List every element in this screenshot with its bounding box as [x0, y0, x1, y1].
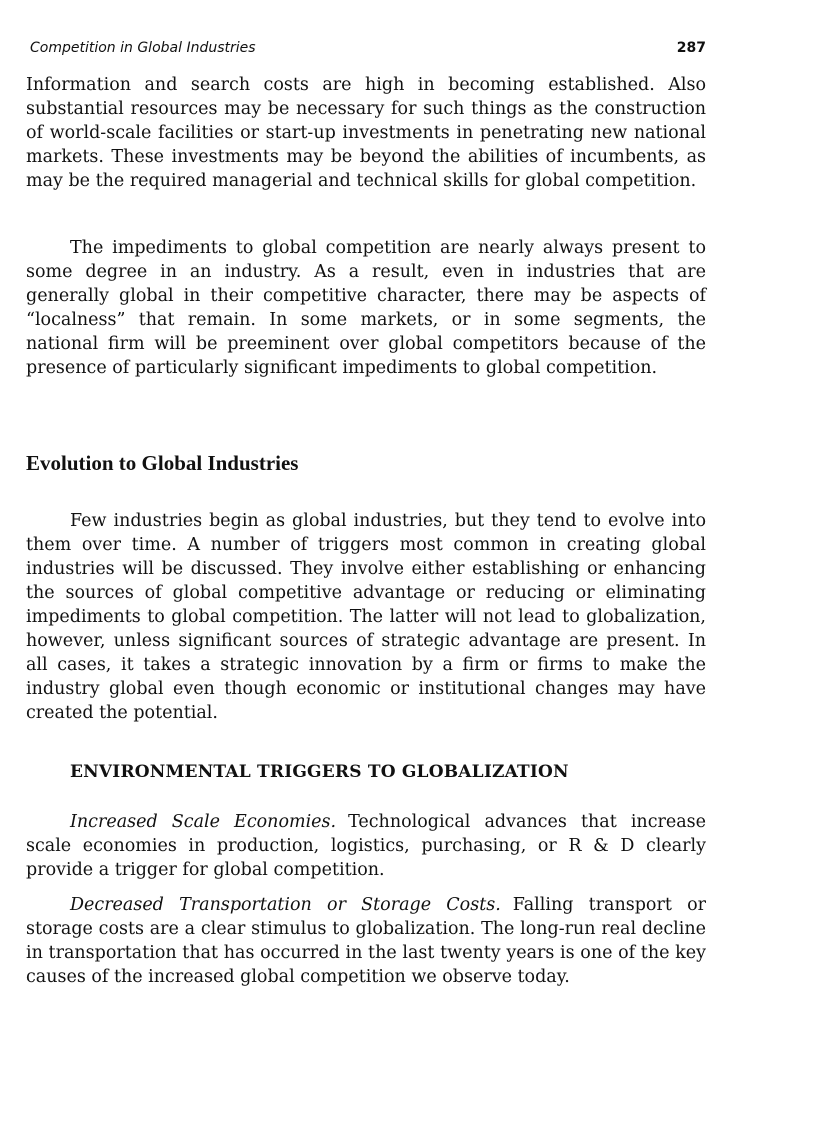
- paragraph-transport-text: Falling transport or storage costs are a clear stimulus to globalization. The long-run real decline in transportation that has occurred in the last twenty years is one of the key causes of the increased global competition we observe today.: [26, 895, 706, 987]
- paragraph-scale-economies: [26, 810, 706, 882]
- running-head: [26, 40, 706, 64]
- subsection-heading: ENVIRONMENTAL TRIGGERS TO GLOBALIZATION: [70, 762, 569, 782]
- page-number: 287: [676, 40, 706, 56]
- run-in-heading-scale: Increased Scale Economies.: [70, 812, 337, 832]
- paragraph-transport-costs: [26, 893, 706, 989]
- paragraph-evolution: Few industries begin as global industries, but they tend to evolve into them over time. A number of triggers most common in creating global industries will be discussed. They involve either establishing or enhancing the sources of global competitive advantage or reducing or eliminating impediments to global competition. The latter will not lead to globalization, however, unless significant sources of strategic advantage are present. In all cases, it takes a strategic innovation by a firm or firms to make the industry global even though economic or institutional changes may have created the potential.: [26, 511, 706, 723]
- running-head-title: Competition in Global Industries: [30, 40, 256, 56]
- paragraph-continued: Information and search costs are high in becoming established. Also substantial resources may be necessary for such things as the construction of world-scale facilities or start-up investments in penetrating new national markets. These investments may be beyond the abilities of incumbents, as may be the required managerial and technical skills for global competition.: [26, 75, 706, 191]
- run-in-heading-transport: Decreased Transportation or Storage Costs.: [70, 895, 501, 915]
- paragraph-scale-text: Technological advances that increase scale economies in production, logistics, purchasing, or R & D clearly provide a trigger for global competition.: [26, 812, 706, 880]
- paragraph-impediments: The impediments to global competition are nearly always present to some degree in an industry. As a result, even in industries that are generally global in their competitive character, there may be aspects of “localness” that remain. In some markets, or in some segments, the national firm will be preeminent over global competitors because of the presence of particularly significant impediments to global competition.: [26, 238, 706, 378]
- section-heading: Evolution to Global Industries: [26, 451, 299, 475]
